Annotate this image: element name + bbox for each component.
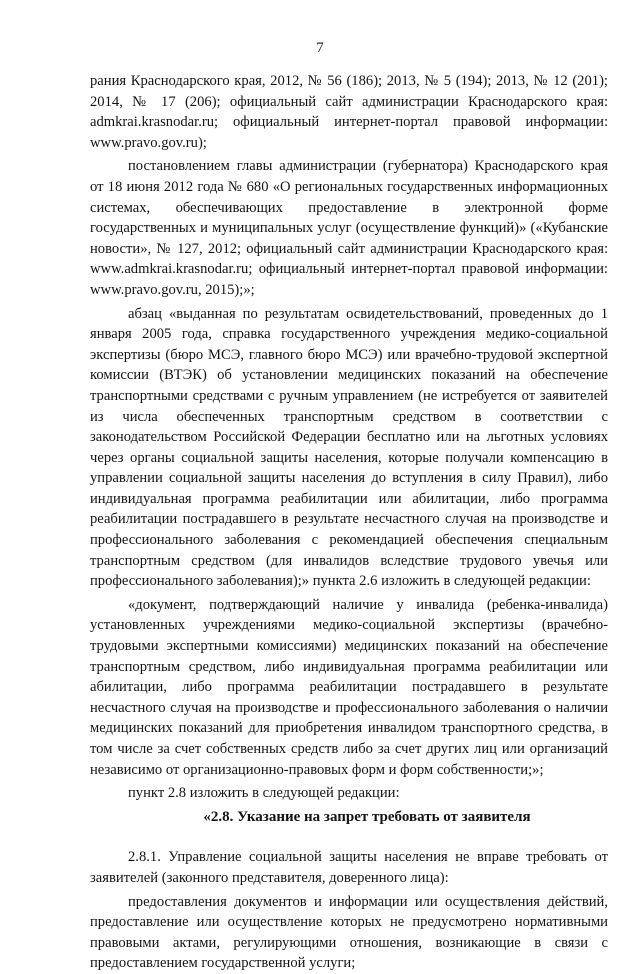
paragraph-new-wording: «документ, подтверждающий наличие у инвалида (ребенка-инвалида) установленных учреждениями медико-социальной экспертизы (врачебно-трудовыми экспертными комиссиями) медицинских показаний на обеспечение транспортным средством, либо индивидуальная программа реабилитации или абилитации, либо программа реабилитации пострадавшего в результате несчастного случая на производстве и профессионального заболевания о наличии медицинских показаний для приобретения инвалидом транспортного средства, в том числе за счет собственных средств либо за счет других лиц или организаций независимо от организационно-правовых форм и форм собственности;»; <box>90 596 608 778</box>
paragraph-documents-restriction: предоставления документов и информации или осуществления действий, предоставление или осуществление которых не предусмотрено нормативными правовыми актами, регулирующими отношения, возникающие в связи с предоставлением государственной услуги; <box>90 893 608 972</box>
spacer <box>90 827 608 847</box>
paragraph-2-8-1: 2.8.1. Управление социальной защиты населения не вправе требовать от заявителей (законного представителя, доверенного лица): <box>90 849 608 886</box>
paragraph-amendment-2-6: абзац «выданная по результатам освидетельствований, проведенных до 1 января 2005 года, справка государственного учреждения медико-социальной экспертизы (бюро МСЭ, главного бюро МСЭ) или врачебно-трудовой экспертной комиссии (ВТЭК) об установлении медицинских показаний на обеспечение транспортными средствами с ручным управлением (не истребуется от заявителей из числа обеспеченных транспортным средством в соответствии с законодательством Российской Федерации бесплатно или на льготных условиях через органы социальной защиты населения, которые получали компенсацию в управлении социальной защиты населения до вступления в силу Правил), либо индивидуальная программа реабилитации или абилитации, либо программа реабилитации пострадавшего в результате несчастного случая на производстве и профессионального заболевания с рекомендацией обеспечения специальным транспортным средством (для инвалидов вследствие трудового увечья или профессионального заболевания);» пункта 2.6 изложить в следующей редакции: <box>90 305 608 590</box>
section-heading: «2.8. Указание на запрет требовать от заявителя <box>203 808 531 825</box>
page-number: 7 <box>316 40 324 56</box>
document-body <box>90 71 608 974</box>
paragraph-item-2-8-intro: пункт 2.8 изложить в следующей редакции: <box>128 785 400 802</box>
paragraph-decree-680: постановлением главы администрации (губернатора) Краснодарского края от 18 июня 2012 года № 680 «О региональных государственных информационных системах, обеспечивающих предоставление в электронной форме государственных и муниципальных услуг (осуществление функций)» («Кубанские новости», № 127, 2012; официальный сайт администрации Краснодарского края: www.admkrai.krasnodar.ru; официальный интернет-портал правовой информации: www.pravo.gov.ru, 2015);»; <box>90 158 608 298</box>
paragraph-continuation: рания Краснодарского края, 2012, № 56 (186); 2013, № 5 (194); 2013, № 12 (201); 2014, № 17 (206); официальный сайт администрации Краснодарского края: admkrai.krasnodar.ru; официальный интернет-портал правовой информации: www.pravo.gov.ru); <box>90 73 608 151</box>
